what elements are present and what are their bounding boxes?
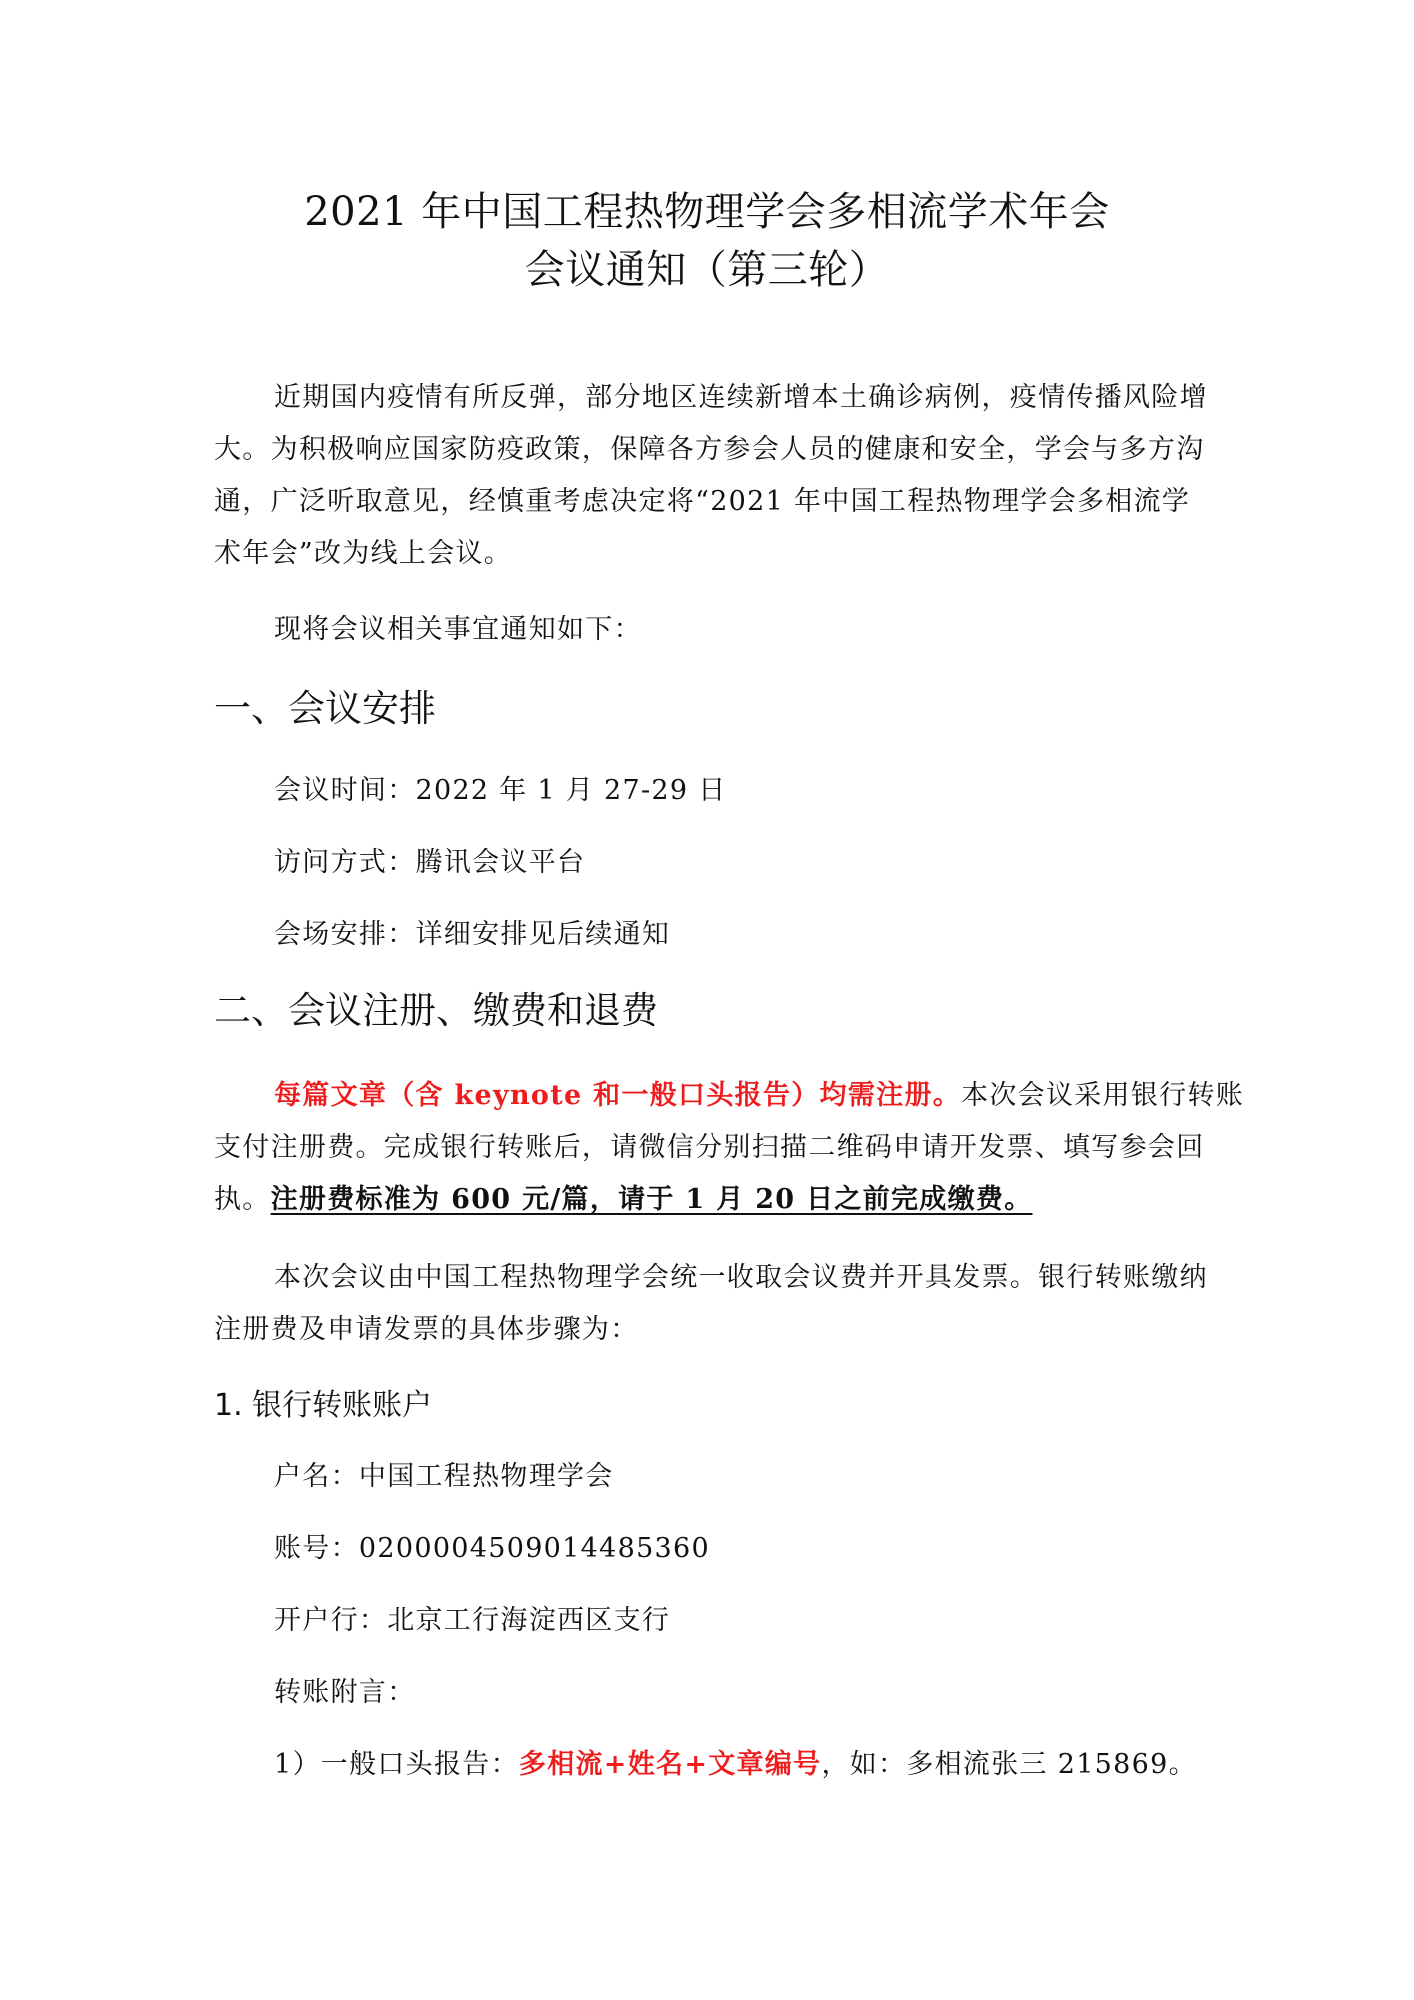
registration-method: 本次会议采用银行转账 [961,1080,1245,1111]
account-name: 户名：中国工程热物理学会 [274,1461,614,1492]
registration-line-1 [274,1073,1244,1112]
intro-notice: 现将会议相关事宜通知如下： [274,614,642,645]
invoice-line-1: 本次会议由中国工程热物理学会统一收取会议费并开具发票。银行转账缴纳 [274,1262,1208,1293]
venue-arrangement: 会场安排：详细安排见后续通知 [274,919,671,950]
intro-line-2: 大。为积极响应国家防疫政策，保障各方参会人员的健康和安全，学会与多方沟 [214,434,1205,465]
memo-format: 多相流+姓名+文章编号 [518,1749,822,1780]
invoice-line-2: 注册费及申请发票的具体步骤为： [214,1314,639,1345]
section1-heading: 一、会议安排 [214,687,436,730]
account-number: 账号：0200004509014485360 [274,1533,710,1564]
transfer-memo-label: 转账附言： [274,1677,416,1708]
registration-line-2: 支付注册费。完成银行转账后，请微信分别扫描二维码申请开发票、填写参会回 [214,1132,1205,1163]
transfer-memo-item-1 [274,1742,1197,1781]
intro-line-1: 近期国内疫情有所反弹，部分地区连续新增本土确诊病例，疫情传播风险增 [274,382,1208,413]
registration-fee-deadline: 注册费标准为 600 元/篇，请于 1 月 20 日之前完成缴费。 [270,1184,1033,1215]
intro-line-3: 通，广泛听取意见，经慎重考虑决定将“2021 年中国工程热物理学会多相流学 [214,486,1191,517]
bank-branch: 开户行：北京工行海淀西区支行 [274,1605,671,1636]
memo-example: ，如：多相流张三 215869。 [821,1749,1197,1780]
page-subtitle: 会议通知（第三轮） [524,247,890,293]
page-title: 2021 年中国工程热物理学会多相流学术年会 [304,189,1110,235]
registration-requirement: 每篇文章（含 keynote 和一般口头报告）均需注册。 [274,1080,962,1111]
registration-line-3 [214,1177,1033,1216]
bank-section-heading: 1. 银行转账账户 [214,1388,433,1423]
intro-line-4: 术年会”改为线上会议。 [214,538,513,569]
meeting-time: 会议时间：2022 年 1 月 27-29 日 [274,775,727,806]
registration-line-3-start: 执。 [214,1184,271,1215]
section2-heading: 二、会议注册、缴费和退费 [214,989,658,1032]
access-method: 访问方式：腾讯会议平台 [274,847,586,878]
memo-item-prefix: 1）一般口头报告： [274,1749,519,1780]
